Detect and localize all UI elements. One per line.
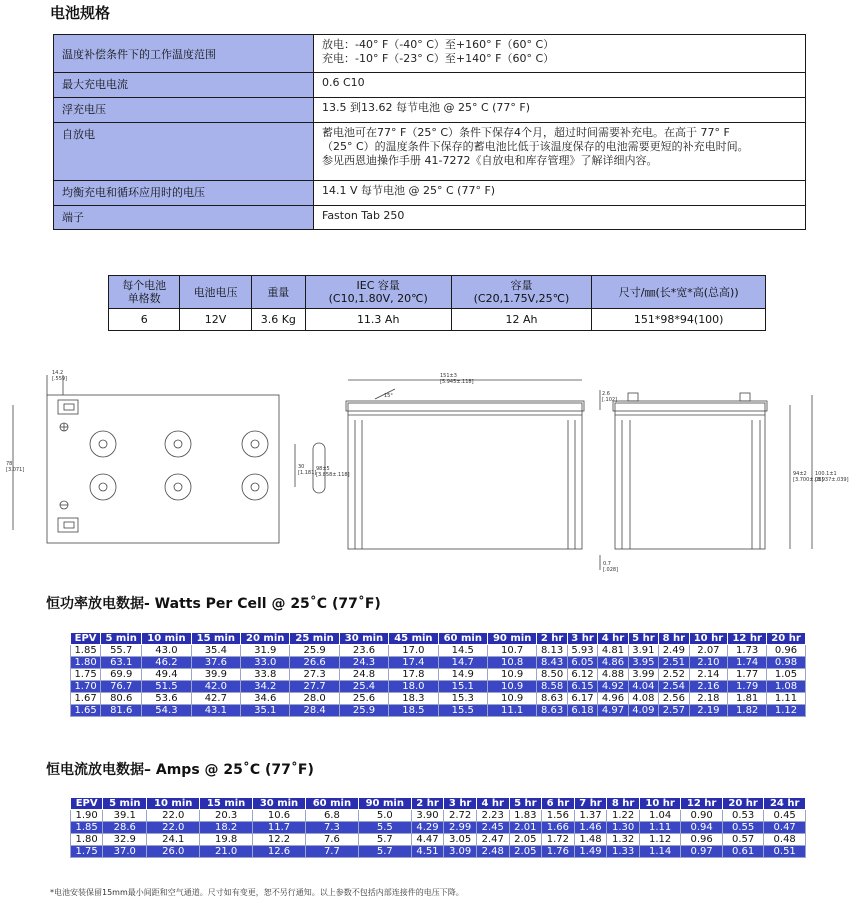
- table-cell: 8.63: [537, 705, 567, 717]
- table-cell: 4.97: [598, 705, 628, 717]
- table-row: [71, 681, 806, 693]
- table-cell: 6.15: [567, 681, 597, 693]
- table-cell: 0.47: [764, 822, 806, 834]
- table-cell: 10.7: [487, 645, 536, 657]
- spec-section-title: 电池规格: [50, 4, 111, 22]
- discharge-header: 5 min: [101, 633, 142, 645]
- discharge-header: 60 min: [438, 633, 487, 645]
- table-cell: 39.1: [103, 810, 147, 822]
- table-cell: 0.97: [681, 846, 722, 858]
- table-cell: 3.90: [411, 810, 444, 822]
- discharge-header: 25 min: [290, 633, 339, 645]
- table-cell: 1.48: [574, 834, 607, 846]
- table-cell: 20.3: [200, 810, 253, 822]
- table-cell: 1.83: [509, 810, 542, 822]
- param-table: [108, 275, 766, 331]
- spec-row: [54, 73, 806, 98]
- table-cell: 8.58: [537, 681, 567, 693]
- table-row: [71, 834, 806, 846]
- table-cell: 2.16: [689, 681, 728, 693]
- discharge-header: EPV: [71, 798, 103, 810]
- spec-row: [54, 35, 806, 73]
- table-cell: 53.6: [142, 693, 191, 705]
- discharge-header: 2 hr: [537, 633, 567, 645]
- param-header: 重量: [251, 276, 305, 309]
- table-cell: 33.0: [241, 657, 290, 669]
- table-cell: 7.7: [305, 846, 358, 858]
- table-cell: 31.9: [241, 645, 290, 657]
- table-cell: 2.49: [659, 645, 689, 657]
- table-cell: 2.19: [689, 705, 728, 717]
- table-row: [71, 705, 806, 717]
- table-cell: 5.7: [358, 834, 411, 846]
- table-cell: 51.5: [142, 681, 191, 693]
- table-cell: 27.7: [290, 681, 339, 693]
- spec-key: 温度补偿条件下的工作温度范围: [54, 35, 314, 73]
- param-header: 容量 (C20,1.75V,25℃): [451, 276, 592, 309]
- param-cell: 11.3 Ah: [305, 309, 451, 331]
- table-cell: 28.6: [103, 822, 147, 834]
- table-cell: 1.79: [728, 681, 767, 693]
- table-cell: 27.3: [290, 669, 339, 681]
- dimension-drawing: [0, 365, 856, 585]
- param-cell: 6: [109, 309, 180, 331]
- terminal-negative: [58, 518, 78, 532]
- discharge-header: 15 min: [191, 633, 240, 645]
- table-row: [71, 645, 806, 657]
- table-cell: 18.2: [200, 822, 253, 834]
- watts-table: [70, 632, 806, 717]
- table-cell: 1.85: [71, 645, 101, 657]
- table-cell: 6.18: [567, 705, 597, 717]
- table-cell: 10.9: [487, 669, 536, 681]
- table-cell: 5.5: [358, 822, 411, 834]
- table-cell: 22.0: [147, 822, 200, 834]
- footnote: *电池安装保留15mm最小间距和空气通道。尺寸如有变更，恕不另行通知。以上参数不包括内部连接件的电压下降。: [50, 888, 464, 897]
- table-cell: 0.90: [681, 810, 722, 822]
- discharge-header: 10 hr: [689, 633, 728, 645]
- spec-value-line: （25° C）的温度条件下保存的蓄电池比低于该温度保存的电池需要更短的补充电时间。: [322, 140, 749, 153]
- table-cell: 1.76: [542, 846, 575, 858]
- spec-key: 端子: [54, 206, 314, 230]
- spec-row: [54, 98, 806, 123]
- discharge-header: 90 min: [487, 633, 536, 645]
- table-cell: 6.12: [567, 669, 597, 681]
- table-cell: 63.1: [101, 657, 142, 669]
- param-header: IEC 容量 (C10,1.80V, 20℃): [305, 276, 451, 309]
- discharge-header: 30 min: [253, 798, 306, 810]
- table-cell: 1.49: [574, 846, 607, 858]
- table-cell: 3.91: [628, 645, 658, 657]
- table-cell: 1.90: [71, 810, 103, 822]
- table-cell: 32.9: [103, 834, 147, 846]
- discharge-header: 12 hr: [681, 798, 722, 810]
- table-cell: 1.37: [574, 810, 607, 822]
- amps-section-title: 恒电流放电数据– Amps @ 25˚C (77˚F): [46, 762, 314, 778]
- table-cell: 0.53: [722, 810, 763, 822]
- dim-top-label: 14.2 [.559]: [52, 370, 68, 382]
- table-cell: 2.72: [444, 810, 477, 822]
- table-cell: 0.94: [681, 822, 722, 834]
- discharge-header: 4 hr: [598, 633, 628, 645]
- table-cell: 28.4: [290, 705, 339, 717]
- table-cell: 4.04: [628, 681, 658, 693]
- table-row: [71, 657, 806, 669]
- table-cell: 15.3: [438, 693, 487, 705]
- table-cell: 2.99: [444, 822, 477, 834]
- discharge-header: 15 min: [200, 798, 253, 810]
- table-cell: 4.47: [411, 834, 444, 846]
- table-cell: 1.70: [71, 681, 101, 693]
- table-cell: 2.52: [659, 669, 689, 681]
- table-cell: 5.0: [358, 810, 411, 822]
- discharge-header: 5 min: [103, 798, 147, 810]
- spec-key: 均衡充电和循环应用时的电压: [54, 181, 314, 206]
- table-cell: 55.7: [101, 645, 142, 657]
- table-cell: 3.09: [444, 846, 477, 858]
- table-cell: 1.67: [71, 693, 101, 705]
- spec-table: [53, 34, 806, 230]
- table-cell: 18.0: [389, 681, 438, 693]
- table-row: [71, 693, 806, 705]
- table-cell: 1.66: [542, 822, 575, 834]
- table-cell: 1.82: [728, 705, 767, 717]
- table-row: [71, 669, 806, 681]
- table-cell: 8.43: [537, 657, 567, 669]
- table-cell: 35.1: [241, 705, 290, 717]
- discharge-header: 20 min: [241, 633, 290, 645]
- dim-inner-label: 30 [1.181]: [298, 464, 317, 476]
- table-cell: 17.8: [389, 669, 438, 681]
- dim-front-top-label: 151±3 [5.945±.118]: [440, 373, 474, 385]
- table-cell: 24.8: [339, 669, 388, 681]
- table-cell: 1.11: [767, 693, 806, 705]
- table-cell: 1.85: [71, 822, 103, 834]
- table-cell: 17.0: [389, 645, 438, 657]
- table-cell: 4.86: [598, 657, 628, 669]
- table-cell: 0.55: [722, 822, 763, 834]
- table-cell: 2.10: [689, 657, 728, 669]
- table-cell: 14.7: [438, 657, 487, 669]
- param-header: 电池电压: [180, 276, 251, 309]
- discharge-header: 5 hr: [509, 798, 542, 810]
- table-cell: 4.88: [598, 669, 628, 681]
- table-cell: 25.4: [339, 681, 388, 693]
- param-header: 每个电池 单格数: [109, 276, 180, 309]
- table-cell: 42.0: [191, 681, 240, 693]
- dim-right-label: 98±5 [3.858±.118]: [316, 466, 350, 478]
- table-cell: 26.0: [147, 846, 200, 858]
- table-cell: 0.48: [764, 834, 806, 846]
- table-cell: 1.12: [639, 834, 680, 846]
- spec-key: 自放电: [54, 123, 314, 181]
- table-cell: 4.81: [598, 645, 628, 657]
- dim-angle-label: 15°: [384, 393, 393, 399]
- table-cell: 0.57: [722, 834, 763, 846]
- table-cell: 4.51: [411, 846, 444, 858]
- table-cell: 3.95: [628, 657, 658, 669]
- table-cell: 54.3: [142, 705, 191, 717]
- table-cell: 2.01: [509, 822, 542, 834]
- table-cell: 49.4: [142, 669, 191, 681]
- discharge-header: 4 hr: [476, 798, 509, 810]
- table-row: [71, 810, 806, 822]
- table-cell: 0.96: [681, 834, 722, 846]
- table-cell: 1.81: [728, 693, 767, 705]
- table-cell: 1.32: [607, 834, 640, 846]
- spec-value: [314, 123, 806, 181]
- table-cell: 1.33: [607, 846, 640, 858]
- table-cell: 1.14: [639, 846, 680, 858]
- table-cell: 3.99: [628, 669, 658, 681]
- discharge-header: 8 hr: [607, 798, 640, 810]
- table-cell: 24.3: [339, 657, 388, 669]
- discharge-header: 2 hr: [411, 798, 444, 810]
- table-cell: 0.96: [767, 645, 806, 657]
- side-view-outline: [615, 403, 765, 549]
- table-cell: 2.05: [509, 834, 542, 846]
- table-cell: 1.22: [607, 810, 640, 822]
- table-cell: 1.04: [639, 810, 680, 822]
- table-cell: 24.1: [147, 834, 200, 846]
- table-cell: 6.8: [305, 810, 358, 822]
- table-cell: 23.6: [339, 645, 388, 657]
- table-cell: 11.7: [253, 822, 306, 834]
- table-cell: 18.3: [389, 693, 438, 705]
- table-cell: 7.3: [305, 822, 358, 834]
- table-cell: 1.30: [607, 822, 640, 834]
- table-cell: 81.6: [101, 705, 142, 717]
- table-cell: 2.47: [476, 834, 509, 846]
- amps-table: [70, 797, 806, 858]
- param-cell: 3.6 Kg: [251, 309, 305, 331]
- discharge-header: 90 min: [358, 798, 411, 810]
- table-cell: 14.5: [438, 645, 487, 657]
- discharge-header: 5 hr: [628, 633, 658, 645]
- spec-value-line: 充电：-10° F（-23° C）至+140° F（60° C）: [322, 52, 555, 65]
- spec-key: 浮充电压: [54, 98, 314, 123]
- spec-value-line: Faston Tab 250: [322, 209, 405, 222]
- table-cell: 4.08: [628, 693, 658, 705]
- param-cell: 151*98*94(100): [592, 309, 766, 331]
- discharge-header: 7 hr: [574, 798, 607, 810]
- table-cell: 39.9: [191, 669, 240, 681]
- table-cell: 43.1: [191, 705, 240, 717]
- table-cell: 28.0: [290, 693, 339, 705]
- table-row: [71, 846, 806, 858]
- discharge-header: 3 hr: [567, 633, 597, 645]
- table-cell: 0.51: [764, 846, 806, 858]
- spec-value: [314, 98, 806, 123]
- spec-value-line: 参见西恩迪操作手册 41-7272《自放电和库存管理》了解详细内容。: [322, 154, 658, 167]
- table-cell: 37.0: [103, 846, 147, 858]
- spec-value-line: 蓄电池可在77° F（25° C）条件下保存4个月，超过时间需要补充电。在高于 77° F: [322, 126, 730, 139]
- spec-value: [314, 206, 806, 230]
- spec-key: 最大充电电流: [54, 73, 314, 98]
- table-cell: 1.80: [71, 834, 103, 846]
- discharge-header: 6 hr: [542, 798, 575, 810]
- table-cell: 1.73: [728, 645, 767, 657]
- spec-value-line: 14.1 V 每节电池 @ 25° C (77° F): [322, 184, 496, 197]
- table-cell: 6.17: [567, 693, 597, 705]
- table-cell: 25.6: [339, 693, 388, 705]
- table-cell: 2.54: [659, 681, 689, 693]
- spec-value-line: 0.6 C10: [322, 76, 365, 89]
- discharge-header: EPV: [71, 633, 101, 645]
- table-cell: 12.6: [253, 846, 306, 858]
- spec-value: [314, 35, 806, 73]
- table-cell: 19.8: [200, 834, 253, 846]
- table-cell: 1.46: [574, 822, 607, 834]
- table-cell: 15.1: [438, 681, 487, 693]
- spec-value: [314, 181, 806, 206]
- table-cell: 17.4: [389, 657, 438, 669]
- table-cell: 4.96: [598, 693, 628, 705]
- table-cell: 18.5: [389, 705, 438, 717]
- top-view-outline: [47, 395, 279, 543]
- table-cell: 5.7: [358, 846, 411, 858]
- table-cell: 69.9: [101, 669, 142, 681]
- table-cell: 2.56: [659, 693, 689, 705]
- table-cell: 0.61: [722, 846, 763, 858]
- table-cell: 37.6: [191, 657, 240, 669]
- table-cell: 7.6: [305, 834, 358, 846]
- table-cell: 12.2: [253, 834, 306, 846]
- terminal-positive: [58, 400, 78, 414]
- discharge-header: 12 hr: [728, 633, 767, 645]
- table-cell: 8.63: [537, 693, 567, 705]
- table-cell: 1.72: [542, 834, 575, 846]
- table-cell: 0.45: [764, 810, 806, 822]
- dim-side-h2-label: 100.1±1 [3.937±.039]: [815, 471, 849, 483]
- table-cell: 8.13: [537, 645, 567, 657]
- table-cell: 1.75: [71, 669, 101, 681]
- discharge-header: 20 hr: [767, 633, 806, 645]
- table-cell: 2.05: [509, 846, 542, 858]
- table-cell: 6.05: [567, 657, 597, 669]
- spec-row: [54, 181, 806, 206]
- table-cell: 4.92: [598, 681, 628, 693]
- table-cell: 46.2: [142, 657, 191, 669]
- table-cell: 76.7: [101, 681, 142, 693]
- discharge-header: 20 hr: [722, 798, 763, 810]
- table-cell: 35.4: [191, 645, 240, 657]
- table-cell: 1.05: [767, 669, 806, 681]
- table-cell: 5.93: [567, 645, 597, 657]
- table-cell: 4.09: [628, 705, 658, 717]
- dim-left-label: 78 [3.071]: [6, 461, 25, 473]
- table-cell: 1.08: [767, 681, 806, 693]
- table-cell: 1.74: [728, 657, 767, 669]
- table-cell: 2.48: [476, 846, 509, 858]
- table-cell: 42.7: [191, 693, 240, 705]
- table-cell: 25.9: [290, 645, 339, 657]
- front-view-outline: [348, 403, 582, 549]
- table-cell: 2.51: [659, 657, 689, 669]
- discharge-header: 10 min: [147, 798, 200, 810]
- table-cell: 33.8: [241, 669, 290, 681]
- param-cell: 12 Ah: [451, 309, 592, 331]
- discharge-header: 10 min: [142, 633, 191, 645]
- table-cell: 1.75: [71, 846, 103, 858]
- table-row: [71, 822, 806, 834]
- discharge-header: 3 hr: [444, 798, 477, 810]
- spec-value-line: 放电：-40° F（-40° C）至+160° F（60° C）: [322, 38, 555, 51]
- dim-side-bot-label: 0.7 [.028]: [603, 561, 619, 573]
- discharge-header: 60 min: [305, 798, 358, 810]
- table-cell: 1.65: [71, 705, 101, 717]
- param-header: 尺寸/㎜(长*宽*高(总高)): [592, 276, 766, 309]
- table-cell: 15.5: [438, 705, 487, 717]
- dim-side-top-label: 2.6 [.102]: [602, 391, 618, 403]
- table-cell: 43.0: [142, 645, 191, 657]
- spec-value-line: 13.5 到13.62 每节电池 @ 25° C (77° F): [322, 101, 531, 114]
- table-cell: 34.6: [241, 693, 290, 705]
- dim-side-h1-label: 94±2 [3.700±.08]: [793, 471, 824, 483]
- table-cell: 8.50: [537, 669, 567, 681]
- discharge-header: 24 hr: [764, 798, 806, 810]
- table-cell: 2.14: [689, 669, 728, 681]
- table-cell: 1.56: [542, 810, 575, 822]
- discharge-header: 10 hr: [639, 798, 680, 810]
- param-cell: 12V: [180, 309, 251, 331]
- table-cell: 10.9: [487, 693, 536, 705]
- discharge-header: 30 min: [339, 633, 388, 645]
- table-cell: 10.9: [487, 681, 536, 693]
- table-cell: 2.57: [659, 705, 689, 717]
- spec-value: [314, 73, 806, 98]
- discharge-header: 45 min: [389, 633, 438, 645]
- table-cell: 0.98: [767, 657, 806, 669]
- table-cell: 10.8: [487, 657, 536, 669]
- table-cell: 3.05: [444, 834, 477, 846]
- discharge-header: 8 hr: [659, 633, 689, 645]
- table-cell: 1.80: [71, 657, 101, 669]
- table-cell: 22.0: [147, 810, 200, 822]
- spec-row: [54, 206, 806, 230]
- table-cell: 2.45: [476, 822, 509, 834]
- table-cell: 21.0: [200, 846, 253, 858]
- table-cell: 1.12: [767, 705, 806, 717]
- table-cell: 4.29: [411, 822, 444, 834]
- table-cell: 2.23: [476, 810, 509, 822]
- table-cell: 1.77: [728, 669, 767, 681]
- table-cell: 2.07: [689, 645, 728, 657]
- table-cell: 10.6: [253, 810, 306, 822]
- table-cell: 14.9: [438, 669, 487, 681]
- spec-row: [54, 123, 806, 181]
- table-cell: 11.1: [487, 705, 536, 717]
- table-cell: 34.2: [241, 681, 290, 693]
- watts-section-title: 恒功率放电数据- Watts Per Cell @ 25˚C (77˚F): [46, 596, 381, 612]
- table-cell: 26.6: [290, 657, 339, 669]
- table-cell: 25.9: [339, 705, 388, 717]
- table-cell: 80.6: [101, 693, 142, 705]
- table-cell: 1.11: [639, 822, 680, 834]
- table-cell: 2.18: [689, 693, 728, 705]
